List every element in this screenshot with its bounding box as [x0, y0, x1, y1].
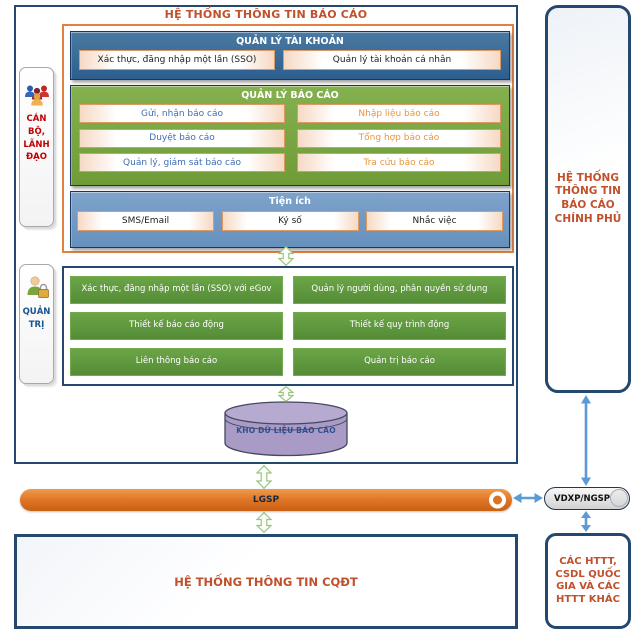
admin-item-report-admin: Quản trị báo cáo [293, 348, 506, 376]
lgsp-bus [20, 489, 512, 511]
green-double-arrow-system-lgsp [256, 465, 272, 489]
report-section [70, 85, 510, 186]
report-item-aggregate: Tổng hợp báo cáo [297, 129, 501, 148]
actor-panel-admin [19, 264, 54, 384]
report-item-data-entry: Nhập liệu báo cáo [297, 104, 501, 123]
blue-double-arrow-gov-vdxp [580, 395, 592, 486]
account-section [70, 31, 510, 80]
vdxp-ngsp-capsule [544, 487, 630, 510]
admin-item-report-design: Thiết kế báo cáo động [70, 312, 283, 340]
green-double-arrow-admin-warehouse [278, 386, 294, 402]
actor-label-staff: CÁN BỘ, LÃNH ĐẠO [23, 114, 50, 163]
green-double-arrow-utility-admin [278, 246, 294, 266]
actor-label-admin: QUẢN TRỊ [22, 307, 51, 330]
account-item-personal: Quản lý tài khoản cá nhân [283, 50, 501, 70]
report-item-send-receive: Gửi, nhận báo cáo [79, 104, 285, 123]
vdxp-ngsp-label: VDXP/NGSP [554, 493, 610, 504]
lgsp-label: LGSP [252, 495, 280, 505]
other-systems-label: CÁC HTTT, CSDL QUỐC GIA VÀ CÁC HTTT KHÁC [555, 556, 621, 605]
admin-item-user-rights: Quản lý người dùng, phân quyền sử dụng [293, 276, 506, 304]
report-item-lookup: Tra cứu báo cáo [297, 153, 501, 172]
utility-item-digital-sign: Ký số [222, 211, 359, 231]
report-item-monitor: Quản lý, giám sát báo cáo [79, 153, 285, 172]
gov-report-system-box [545, 5, 631, 393]
green-double-arrow-lgsp-cqdt [256, 512, 272, 533]
blue-double-arrow-vdxp-others [580, 511, 592, 532]
gov-report-system-label: HỆ THỐNG THÔNG TIN BÁO CÁO CHÍNH PHỦ [554, 171, 622, 225]
blue-double-arrow-lgsp-vdxp [513, 492, 543, 504]
admin-lock-icon [24, 275, 50, 299]
admin-item-flow-design: Thiết kế quy trình động [293, 312, 506, 340]
lgsp-port-icon [489, 492, 506, 509]
admin-item-interconnect: Liên thông báo cáo [70, 348, 283, 376]
data-warehouse-label: KHO DỮ LIỆU BÁO CÁO [236, 426, 336, 435]
admin-item-sso-egov: Xác thực, đăng nhập một lần (SSO) với eGov [70, 276, 283, 304]
report-section-title: QUẢN LÝ BÁO CÁO [241, 90, 339, 101]
report-item-approve: Duyệt báo cáo [79, 129, 285, 148]
vdxp-pipe-cap-icon [610, 489, 628, 507]
utility-section-title: Tiện ích [269, 196, 311, 207]
utility-item-sms-email: SMS/Email [77, 211, 214, 231]
utility-item-reminder: Nhắc việc [366, 211, 503, 231]
actor-panel-staff [19, 67, 54, 227]
other-systems-box [545, 533, 631, 629]
diagram-title: HỆ THỐNG THÔNG TIN BÁO CÁO [164, 8, 368, 21]
admin-functions-container [62, 266, 514, 386]
account-section-title: QUẢN LÝ TÀI KHOẢN [236, 36, 344, 47]
utility-section [70, 191, 510, 248]
cqdt-system-label: HỆ THỐNG THÔNG TIN CQĐT [174, 574, 358, 589]
cqdt-system-box [14, 534, 518, 629]
account-item-sso: Xác thực, đăng nhập một lần (SSO) [79, 50, 275, 70]
data-warehouse-cylinder [222, 400, 350, 458]
users-group-icon [23, 84, 51, 106]
